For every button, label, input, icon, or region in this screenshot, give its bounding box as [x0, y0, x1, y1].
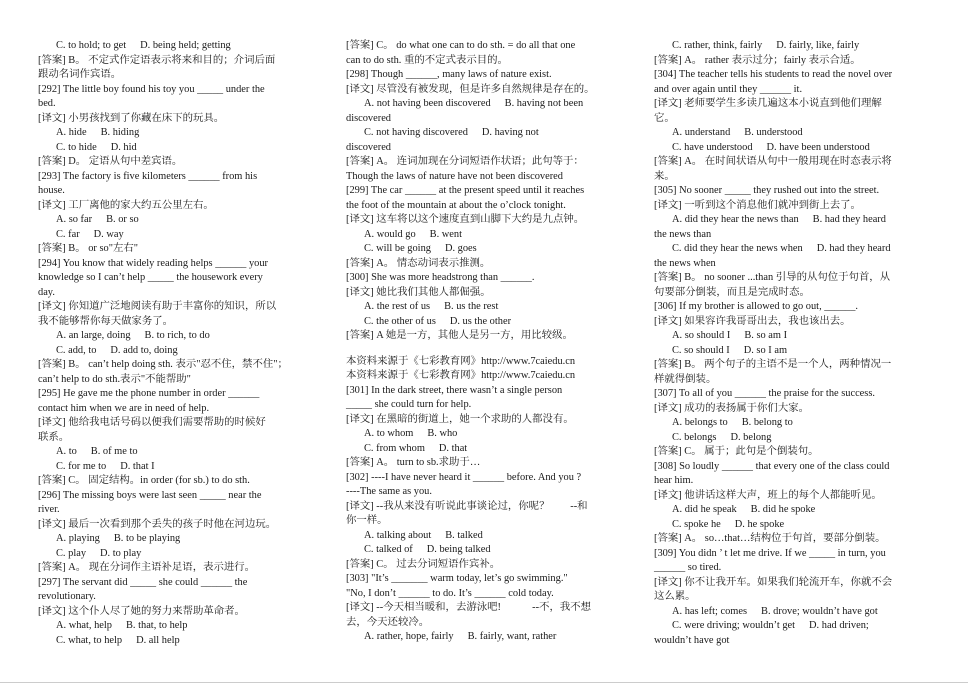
option-line [654, 431, 939, 446]
option-text: A. belongs to [672, 417, 728, 428]
option-line [346, 543, 631, 558]
text-line: [295] He gave me the phone number in order ______ [38, 388, 260, 399]
option-line [38, 445, 323, 460]
column-3 [654, 39, 939, 648]
text-line: [译文] 一听到这个消息他们就冲到街上去了。 [654, 199, 861, 211]
text-line: [答案] A。 so…that…结构位于句首，要部分倒装。 [654, 533, 886, 544]
option-text: C. to hide [56, 141, 97, 153]
option-text: B. to be playing [113, 533, 181, 544]
text-line: [296] The missing boys were last seen _____ near the [38, 489, 262, 501]
text-line: [答案] C。 过去分词短语作宾补。 [346, 558, 501, 570]
option-text: C. far [56, 228, 80, 240]
option-text: C. spoke he [672, 518, 721, 530]
option-text: B. or so [106, 214, 139, 225]
text-line: [答案] A。 在时间状语从句中一般用现在时态表示将 [654, 156, 892, 167]
option-line [38, 619, 323, 634]
option-text: D. us the other [449, 315, 512, 327]
text-line: _____ she could turn for help. [346, 399, 472, 410]
option-text: A. not having been discovered [364, 98, 491, 109]
option-text: D. being talked [426, 544, 491, 555]
text-line: [译文] 他给我电话号码以便我们需要帮助的时候好 [38, 417, 266, 428]
text-line: [293] The factory is five kilometers ______ from his [38, 170, 258, 182]
text-line: [294] You know that widely reading helps ______ your [38, 257, 269, 269]
text-line: [译文] --今天相当暖和，去游泳吧! --不，我不想 [346, 602, 592, 613]
option-line [38, 141, 323, 156]
text-line: hear him. [654, 475, 694, 486]
option-text: D. being held; getting [140, 40, 231, 51]
option-text: A. did he speak [672, 504, 737, 515]
text-line: [译文] 老师要学生多读几遍这本小说直到他们理解 [654, 98, 882, 109]
option-text: D. that I [120, 460, 155, 472]
option-line [654, 518, 939, 533]
option-line [38, 460, 323, 475]
text-line: [305] No sooner _____ they rushed out into the street. [654, 185, 880, 196]
option-text: B. belong to [741, 417, 793, 428]
option-line [38, 228, 323, 243]
option-text: C. for me to [56, 460, 107, 472]
option-text: B. having not been [504, 98, 584, 109]
option-text: B. so am I [744, 330, 788, 341]
text-line: [307] To all of you ______ the praise for the success. [654, 388, 875, 399]
option-line [654, 213, 939, 228]
option-text: D. way [93, 228, 124, 240]
option-text: A. what, help [56, 620, 112, 631]
text-line: discovered [346, 141, 392, 153]
text-line: ----The same as you. [346, 486, 432, 497]
option-text: A. has left; comes [672, 605, 748, 617]
text-line: 样就得倒装。 [654, 373, 717, 385]
text-line: the foot of the mountain at about the o’clock tonight. [346, 199, 566, 211]
text-line: 这么累。 [654, 591, 696, 602]
option-text: B. to rich, to do [144, 330, 210, 341]
option-text: C. rather, think, fairly [672, 40, 763, 51]
option-text: B. talked [445, 529, 483, 541]
option-line [654, 39, 939, 54]
option-text: B. us the rest [444, 301, 499, 312]
option-text: C. were driving; wouldn’t get [672, 620, 796, 631]
option-line [38, 344, 323, 359]
option-line [38, 329, 323, 344]
option-line [346, 529, 631, 544]
text-line: [译文] 小男孩找到了你藏在床下的玩具。 [38, 112, 225, 124]
option-text: C. did they hear the news when [672, 243, 803, 254]
text-line: [译文] 他讲话这样大声，班上的每个人都能听见。 [654, 489, 882, 501]
option-text: A. hide [56, 127, 87, 138]
option-text: D. have been understood [766, 141, 870, 153]
page-bottom-border [0, 682, 968, 683]
option-line [654, 344, 939, 359]
text-line: Though the laws of nature have not been discovered [346, 170, 563, 182]
option-line [38, 39, 323, 54]
text-line: [译文] 在黑暗的街道上，她一个求助的人都没有。 [346, 413, 574, 425]
option-text: A. the rest of us [364, 301, 431, 312]
option-text: D. had driven; [809, 620, 869, 631]
option-text: B. hiding [100, 127, 140, 138]
option-text: A. so far [56, 214, 93, 225]
option-line [346, 228, 631, 243]
text-line: can to do sth. 重的不定式表示目的。 [346, 54, 508, 66]
option-text: D. had they heard [816, 243, 891, 254]
text-line: [308] So loudly ______ that every one of the class could [654, 460, 890, 472]
option-text: D. having not [481, 127, 539, 138]
text-line: 联系。 [38, 431, 70, 443]
option-text: D. to play [100, 547, 142, 559]
option-text: D. goes [444, 243, 477, 254]
text-line: 去，今天还较冷。 [346, 616, 430, 628]
text-line: 你一样。 [346, 515, 388, 526]
text-line: "No, I don’t ______ to do. It’s ______ cold today. [346, 587, 554, 599]
text-line: can’t help to do sth.表示"不能帮助" [38, 373, 191, 385]
text-line: [298] Though ______, many laws of nature exist. [346, 69, 552, 80]
option-text: B. of me to [90, 446, 138, 457]
option-text: B. drove; wouldn’t have got [761, 605, 878, 617]
option-text: A. talking about [364, 529, 432, 541]
option-line [346, 630, 631, 645]
text-line: and over again until they ______ it. [654, 83, 803, 95]
option-text: C. play [56, 547, 87, 559]
text-line: 跟动名词作宾语。 [38, 69, 122, 80]
text-line: [答案] B。 不定式作定语表示将来和目的；介词后面 [38, 54, 276, 66]
text-line: [译文] 你知道广泛地阅读有助于丰富你的知识，所以 [38, 301, 277, 312]
text-line: 句要部分倒装，而且是完成时态。 [654, 286, 810, 298]
option-text: A. understand [672, 127, 731, 138]
option-text: C. talked of [364, 544, 413, 555]
text-line: [答案] B。 no sooner ...than 引导的从句位于句首，从 [654, 272, 891, 283]
text-line: [译文] 她比我们其他人都倔强。 [346, 286, 491, 298]
text-line: the news than [654, 228, 712, 240]
option-text: C. belongs [672, 431, 717, 443]
text-line: ______ so tired. [654, 562, 722, 573]
text-line: contact him when we are in need of help. [38, 402, 210, 414]
text-line: [297] The servant did _____ she could ______ the [38, 576, 248, 588]
text-line: river. [38, 504, 60, 515]
option-text: A. rather, hope, fairly [364, 631, 454, 642]
option-line [654, 329, 939, 344]
text-line: day. [38, 286, 55, 298]
option-text: D. add to, doing [110, 344, 178, 356]
text-line: [译文] --我从来没有听说此事谈论过，你呢？ --和 [346, 500, 588, 512]
text-line: [答案] B。 can’t help doing sth. 表示"忍不住，禁不住"； [38, 359, 288, 370]
text-line: [答案] C。 do what one can to do sth. = do all that one [346, 40, 576, 51]
option-text: D. belong [730, 431, 772, 443]
text-line: [答案] A。 turn to sb.求助于… [346, 457, 481, 468]
option-text: D. all help [136, 634, 180, 646]
option-text: A. to whom [364, 428, 414, 439]
option-line [654, 619, 939, 634]
option-line [346, 300, 631, 315]
option-line [346, 442, 631, 457]
text-line: [309] You didn ’ t let me drive. If we _____ in turn, you [654, 547, 886, 559]
text-line: [译文] 工厂离他的家大约五公里左右。 [38, 199, 214, 211]
option-line [38, 634, 323, 649]
column-2 [346, 39, 631, 645]
option-line [346, 242, 631, 257]
option-text: C. the other of us [364, 315, 436, 327]
text-line: discovered [346, 112, 392, 124]
text-line: [答案] C。 固定结构。in order (for sb.) to do sth. [38, 475, 250, 486]
text-line: [译文] 如果容许我哥哥出去，我也该出去。 [654, 315, 851, 327]
option-text: B. that, to help [125, 620, 188, 631]
text-line: [译文] 这车将以这个速度直到山脚下大约是九点钟。 [346, 214, 585, 225]
option-line [654, 503, 939, 518]
text-line: [答案] A。 rather 表示过分；fairly 表示合适。 [654, 54, 861, 66]
option-line [346, 97, 631, 112]
option-line [38, 126, 323, 141]
option-line [38, 532, 323, 547]
option-line [38, 547, 323, 562]
option-text: B. had they heard [812, 214, 886, 225]
option-text: C. from whom [364, 442, 425, 454]
option-text: A. playing [56, 533, 100, 544]
option-text: D. hid [110, 141, 137, 153]
option-text: C. to hold; to get [56, 40, 127, 51]
text-line: 本资料来源于《七彩教育网》http://www.7caiedu.cn [346, 370, 576, 381]
option-line [346, 315, 631, 330]
text-line: knowledge so I can’t help _____ the housework every [38, 272, 263, 283]
option-text: D. he spoke [734, 518, 785, 530]
option-line [654, 242, 939, 257]
option-text: B. fairly, want, rather [467, 631, 557, 642]
text-line: [答案] A。 连词加现在分词短语作状语；此句等于： [346, 156, 584, 167]
text-line: wouldn’t have got [654, 634, 730, 646]
text-line: [译文] 这个仆人尽了她的努力来帮助革命者。 [38, 605, 245, 617]
option-text: A. would go [364, 228, 416, 240]
text-line: [303] "It’s _______ warm today, let’s go swimming." [346, 573, 568, 584]
option-text: C. add, to [56, 344, 97, 356]
text-line: [答案] C。 属于；此句是个倒装句。 [654, 446, 819, 457]
text-line: [299] The car ______ at the present speed until it reaches [346, 185, 585, 196]
option-text: D. so I am [743, 344, 788, 356]
text-line: [292] The little boy found his toy you _____ under the [38, 83, 265, 95]
option-text: D. that [438, 442, 468, 454]
option-line [346, 126, 631, 141]
option-line [38, 213, 323, 228]
text-line: [译文] 尽管没有被发现，但是许多自然规律是存在的。 [346, 83, 595, 95]
option-line [346, 427, 631, 442]
option-text: C. so should I [672, 344, 730, 356]
option-text: B. understood [744, 127, 803, 138]
option-text: B. who [427, 428, 458, 439]
text-line: [译文] 最后一次看到那个丢失的孩子时他在河边玩。 [38, 518, 277, 530]
text-line: [300] She was more headstrong than ______. [346, 272, 535, 283]
text-line: revolutionary. [38, 591, 96, 602]
text-line: 我不能够帮你每天做家务了。 [38, 315, 174, 327]
text-line: [301] In the dark street, there wasn’t a single person [346, 384, 563, 396]
option-text: A. an large, doing [56, 330, 131, 341]
text-line: [答案] B。 两个句子的主语不是一个人，两种情况一 [654, 359, 892, 370]
text-line: bed. [38, 98, 56, 109]
text-line: [答案] A。 情态动词表示推测。 [346, 257, 491, 269]
text-line: [答案] A。 现在分词作主语补足语，表示进行。 [38, 562, 256, 573]
option-text: B. went [429, 228, 462, 240]
text-line: [译文] 你不让我开车。如果我们轮流开车，你就不会 [654, 576, 893, 588]
option-text: B. did he spoke [750, 504, 816, 515]
text-line: [译文] 成功的表扬属于你们大家。 [654, 402, 809, 414]
option-text: C. not having discovered [364, 127, 468, 138]
option-line [654, 141, 939, 156]
blank-line [346, 344, 631, 355]
option-text: C. will be going [364, 243, 431, 254]
text-line: [304] The teacher tells his students to read the novel over [654, 69, 893, 80]
text-line: [答案] D。 定语从句中差宾语。 [38, 156, 183, 167]
column-1 [38, 39, 323, 648]
text-line: the news when [654, 257, 716, 269]
option-text: D. fairly, like, fairly [776, 40, 860, 51]
text-line: 它。 [654, 112, 675, 124]
text-line: 本资料来源于《七彩教育网》http://www.7caiedu.cn [346, 355, 576, 367]
option-line [654, 605, 939, 620]
option-text: A. to [56, 446, 77, 457]
option-text: C. have understood [672, 141, 753, 153]
option-line [654, 126, 939, 141]
text-line: [答案] B。 or so"左右" [38, 243, 138, 254]
text-line: house. [38, 185, 65, 196]
option-text: A. did they hear the news than [672, 214, 799, 225]
text-line: [302] ----I have never heard it ______ before. And you ? [346, 471, 582, 483]
text-line: 来。 [654, 170, 675, 182]
option-line [654, 416, 939, 431]
text-line: [306] If my brother is allowed to go out, ______. [654, 301, 859, 312]
option-text: A. so should I [672, 330, 731, 341]
option-text: C. what, to help [56, 634, 123, 646]
text-line: [答案] A 她是一方，其他人是另一方，用比较级。 [346, 330, 573, 341]
